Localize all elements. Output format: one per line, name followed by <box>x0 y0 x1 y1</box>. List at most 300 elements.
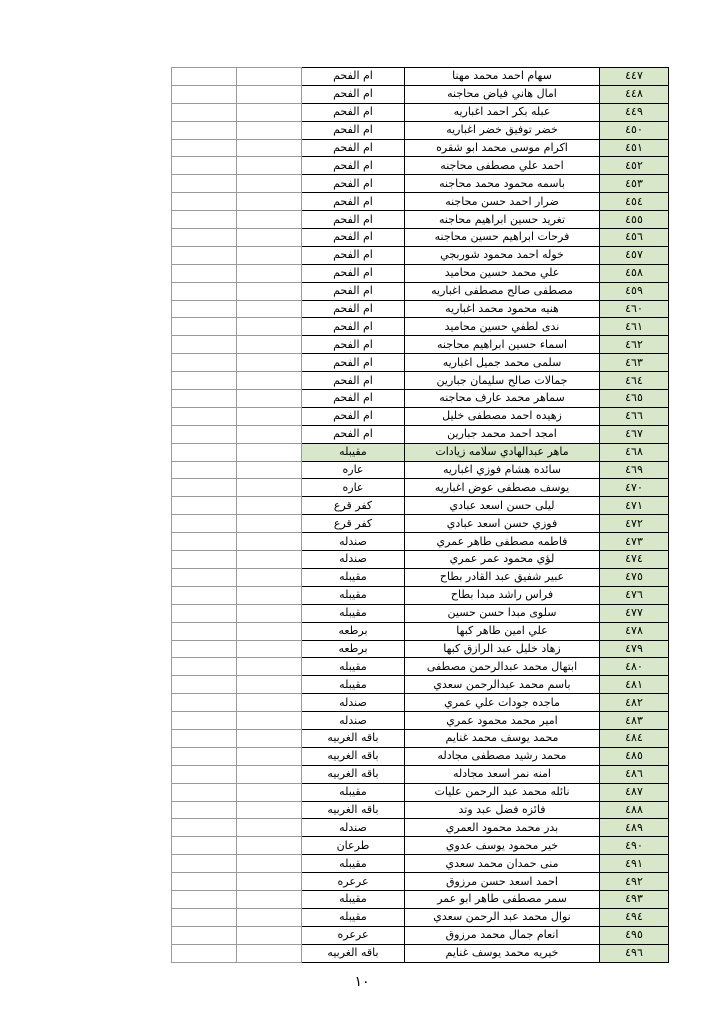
town-cell: عاره <box>302 461 405 479</box>
row-number-cell: ٤٦٧ <box>600 425 669 443</box>
table-row <box>172 479 669 497</box>
row-number-cell: ٤٥٣ <box>600 175 669 193</box>
row-number-cell: ٤٦٥ <box>600 390 669 408</box>
blank-cell-2 <box>237 211 302 229</box>
town-cell: صندله <box>302 551 405 569</box>
blank-cell-1 <box>172 944 237 962</box>
table-row <box>172 139 669 157</box>
row-number-cell: ٤٦٣ <box>600 354 669 372</box>
blank-cell-1 <box>172 712 237 730</box>
row-number-cell: ٤٤٩ <box>600 103 669 121</box>
blank-cell-2 <box>237 837 302 855</box>
blank-cell-2 <box>237 282 302 300</box>
row-number-cell: ٤٦٨ <box>600 443 669 461</box>
name-cell: سلوى مبدا حسن حسين <box>405 604 600 622</box>
row-number-cell: ٤٥١ <box>600 139 669 157</box>
blank-cell-2 <box>237 604 302 622</box>
blank-cell-2 <box>237 461 302 479</box>
name-cell: سماهر محمد عارف محاجنه <box>405 390 600 408</box>
town-cell: ام الفحم <box>302 300 405 318</box>
row-number-cell: ٤٨٧ <box>600 783 669 801</box>
blank-cell-2 <box>237 300 302 318</box>
blank-cell-1 <box>172 819 237 837</box>
blank-cell-1 <box>172 318 237 336</box>
blank-cell-2 <box>237 926 302 944</box>
town-cell: باقه الغربيه <box>302 765 405 783</box>
name-cell: امجد احمد محمد جبارين <box>405 425 600 443</box>
page-number: ١٠ <box>354 974 370 990</box>
name-cell: امال هاني فياض محاجنه <box>405 85 600 103</box>
name-cell: احمد اسعد حسن مرزوق <box>405 873 600 891</box>
blank-cell-2 <box>237 729 302 747</box>
name-cell: باسم محمد عبدالرحمن سعدي <box>405 676 600 694</box>
name-cell: علي محمد حسين محاميد <box>405 264 600 282</box>
row-number-cell: ٤٨٠ <box>600 658 669 676</box>
table-row <box>172 676 669 694</box>
blank-cell-2 <box>237 873 302 891</box>
row-number-cell: ٤٧٠ <box>600 479 669 497</box>
blank-cell-1 <box>172 354 237 372</box>
blank-cell-1 <box>172 747 237 765</box>
blank-cell-2 <box>237 229 302 247</box>
name-cell: امير محمد محمود عمري <box>405 712 600 730</box>
table-row <box>172 229 669 247</box>
blank-cell-2 <box>237 568 302 586</box>
blank-cell-1 <box>172 873 237 891</box>
name-cell: انعام جمال محمد مرزوق <box>405 926 600 944</box>
blank-cell-1 <box>172 890 237 908</box>
blank-cell-1 <box>172 246 237 264</box>
blank-cell-2 <box>237 944 302 962</box>
row-number-cell: ٤٨٥ <box>600 747 669 765</box>
town-cell: مقيبله <box>302 658 405 676</box>
town-cell: ام الفحم <box>302 407 405 425</box>
table-row <box>172 658 669 676</box>
name-cell: يوسف مصطفى عوض اغباريه <box>405 479 600 497</box>
table-row <box>172 68 669 86</box>
row-number-cell: ٤٥٧ <box>600 246 669 264</box>
blank-cell-2 <box>237 390 302 408</box>
name-cell: محمد يوسف محمد غنايم <box>405 729 600 747</box>
blank-cell-2 <box>237 640 302 658</box>
town-cell: صندله <box>302 533 405 551</box>
row-number-cell: ٤٥٥ <box>600 211 669 229</box>
table-row <box>172 372 669 390</box>
blank-cell-1 <box>172 175 237 193</box>
row-number-cell: ٤٦٦ <box>600 407 669 425</box>
name-cell: عبله بكر احمد اغباريه <box>405 103 600 121</box>
table-row <box>172 336 669 354</box>
town-cell: ام الفحم <box>302 425 405 443</box>
town-cell: صندله <box>302 694 405 712</box>
row-number-cell: ٤٧٦ <box>600 586 669 604</box>
name-cell: زهاد خليل عبد الرازق كبها <box>405 640 600 658</box>
town-cell: ام الفحم <box>302 372 405 390</box>
blank-cell-2 <box>237 747 302 765</box>
name-cell: نوال محمد عبد الرحمن سعدي <box>405 908 600 926</box>
table-row <box>172 533 669 551</box>
blank-cell-2 <box>237 157 302 175</box>
row-number-cell: ٤٨٢ <box>600 694 669 712</box>
blank-cell-1 <box>172 908 237 926</box>
blank-cell-2 <box>237 551 302 569</box>
blank-cell-1 <box>172 729 237 747</box>
table-row <box>172 407 669 425</box>
blank-cell-2 <box>237 354 302 372</box>
table-row <box>172 747 669 765</box>
blank-cell-2 <box>237 121 302 139</box>
table-row <box>172 873 669 891</box>
row-number-cell: ٤٧١ <box>600 497 669 515</box>
town-cell: عاره <box>302 479 405 497</box>
row-number-cell: ٤٦٤ <box>600 372 669 390</box>
town-cell: مقيبله <box>302 890 405 908</box>
blank-cell-1 <box>172 801 237 819</box>
blank-cell-1 <box>172 676 237 694</box>
name-cell: جمالات صالح سليمان جبارين <box>405 372 600 390</box>
blank-cell-1 <box>172 407 237 425</box>
name-cell: ماهر عبدالهادي سلامه زيادات <box>405 443 600 461</box>
row-number-cell: ٤٨٦ <box>600 765 669 783</box>
town-cell: طرعان <box>302 837 405 855</box>
name-cell: ضرار احمد حسن محاجنه <box>405 193 600 211</box>
table-row <box>172 390 669 408</box>
town-cell: مقيبله <box>302 908 405 926</box>
row-number-cell: ٤٨٣ <box>600 712 669 730</box>
blank-cell-1 <box>172 533 237 551</box>
table-row <box>172 568 669 586</box>
name-cell: باسمه محمود محمد محاجنه <box>405 175 600 193</box>
blank-cell-1 <box>172 765 237 783</box>
blank-cell-1 <box>172 121 237 139</box>
table-row <box>172 157 669 175</box>
blank-cell-2 <box>237 658 302 676</box>
table-row <box>172 694 669 712</box>
row-number-cell: ٤٧٤ <box>600 551 669 569</box>
row-number-cell: ٤٥٤ <box>600 193 669 211</box>
name-cell: سمر مصطفى طاهر ابو عمر <box>405 890 600 908</box>
blank-cell-1 <box>172 658 237 676</box>
blank-cell-1 <box>172 497 237 515</box>
row-number-cell: ٤٥٨ <box>600 264 669 282</box>
blank-cell-1 <box>172 837 237 855</box>
blank-cell-2 <box>237 264 302 282</box>
blank-cell-2 <box>237 765 302 783</box>
blank-cell-2 <box>237 139 302 157</box>
town-cell: ام الفحم <box>302 139 405 157</box>
table-row <box>172 318 669 336</box>
town-cell: عرعره <box>302 926 405 944</box>
name-cell: عبير شفيق عبد القادر بطاح <box>405 568 600 586</box>
blank-cell-2 <box>237 515 302 533</box>
name-cell: هنيه محمود محمد اغباريه <box>405 300 600 318</box>
row-number-cell: ٤٧٧ <box>600 604 669 622</box>
town-cell: برطعه <box>302 640 405 658</box>
name-cell: تغريد حسين ابراهيم محاجنه <box>405 211 600 229</box>
table-row <box>172 425 669 443</box>
name-cell: زهيده احمد مصطفى خليل <box>405 407 600 425</box>
name-cell: مصطفى صالح مصطفى اغباريه <box>405 282 600 300</box>
name-cell: علي امين طاهر كبها <box>405 622 600 640</box>
blank-cell-2 <box>237 801 302 819</box>
table-row <box>172 515 669 533</box>
town-cell: ام الفحم <box>302 282 405 300</box>
blank-cell-2 <box>237 68 302 86</box>
table-row <box>172 783 669 801</box>
table-row <box>172 193 669 211</box>
blank-cell-2 <box>237 85 302 103</box>
blank-cell-1 <box>172 139 237 157</box>
blank-cell-2 <box>237 676 302 694</box>
table-row <box>172 890 669 908</box>
blank-cell-1 <box>172 390 237 408</box>
town-cell: ام الفحم <box>302 121 405 139</box>
town-cell: ام الفحم <box>302 390 405 408</box>
row-number-cell: ٤٨٤ <box>600 729 669 747</box>
name-cell: سهام احمد محمد مهنا <box>405 68 600 86</box>
town-cell: ام الفحم <box>302 246 405 264</box>
row-number-cell: ٤٩١ <box>600 855 669 873</box>
town-cell: ام الفحم <box>302 103 405 121</box>
table-row <box>172 729 669 747</box>
row-number-cell: ٤٦٠ <box>600 300 669 318</box>
records-table <box>171 67 669 963</box>
town-cell: ام الفحم <box>302 193 405 211</box>
records-table-body <box>172 68 669 963</box>
town-cell: ام الفحم <box>302 229 405 247</box>
blank-cell-2 <box>237 855 302 873</box>
name-cell: لؤي محمود عمر عمري <box>405 551 600 569</box>
town-cell: صندله <box>302 819 405 837</box>
table-row <box>172 944 669 962</box>
blank-cell-2 <box>237 336 302 354</box>
name-cell: امنه نمر اسعد مجادله <box>405 765 600 783</box>
town-cell: مقيبله <box>302 676 405 694</box>
blank-cell-1 <box>172 622 237 640</box>
blank-cell-1 <box>172 68 237 86</box>
name-cell: محمد رشيد مصطفى مجادله <box>405 747 600 765</box>
row-number-cell: ٤٤٨ <box>600 85 669 103</box>
blank-cell-2 <box>237 193 302 211</box>
table-row <box>172 551 669 569</box>
blank-cell-2 <box>237 908 302 926</box>
town-cell: ام الفحم <box>302 157 405 175</box>
name-cell: احمد علي مصطفى محاجنه <box>405 157 600 175</box>
table-row <box>172 211 669 229</box>
blank-cell-1 <box>172 264 237 282</box>
town-cell: مقيبله <box>302 604 405 622</box>
table-row <box>172 103 669 121</box>
blank-cell-2 <box>237 175 302 193</box>
town-cell: ام الفحم <box>302 336 405 354</box>
blank-cell-1 <box>172 336 237 354</box>
row-number-cell: ٤٥٩ <box>600 282 669 300</box>
table-row <box>172 282 669 300</box>
blank-cell-1 <box>172 479 237 497</box>
table-row <box>172 908 669 926</box>
blank-cell-2 <box>237 819 302 837</box>
blank-cell-2 <box>237 246 302 264</box>
town-cell: مقيبله <box>302 443 405 461</box>
blank-cell-1 <box>172 443 237 461</box>
town-cell: صندله <box>302 712 405 730</box>
table-row <box>172 765 669 783</box>
row-number-cell: ٤٦٢ <box>600 336 669 354</box>
table-row <box>172 121 669 139</box>
blank-cell-1 <box>172 461 237 479</box>
blank-cell-2 <box>237 372 302 390</box>
blank-cell-2 <box>237 497 302 515</box>
town-cell: باقه الغربيه <box>302 801 405 819</box>
town-cell: كفر قرع <box>302 497 405 515</box>
blank-cell-2 <box>237 318 302 336</box>
row-number-cell: ٤٨٩ <box>600 819 669 837</box>
row-number-cell: ٤٧٥ <box>600 568 669 586</box>
town-cell: مقيبله <box>302 568 405 586</box>
name-cell: ماجده جودات علي عمري <box>405 694 600 712</box>
town-cell: ام الفحم <box>302 354 405 372</box>
blank-cell-1 <box>172 372 237 390</box>
name-cell: فرحات ابراهيم حسين محاجنه <box>405 229 600 247</box>
name-cell: اكرام موسى محمد ابو شقره <box>405 139 600 157</box>
blank-cell-2 <box>237 103 302 121</box>
blank-cell-2 <box>237 533 302 551</box>
row-number-cell: ٤٥٢ <box>600 157 669 175</box>
name-cell: خوله احمد محمود شوربجي <box>405 246 600 264</box>
name-cell: فاطمه مصطفى طاهر عمري <box>405 533 600 551</box>
town-cell: ام الفحم <box>302 175 405 193</box>
table-row <box>172 926 669 944</box>
town-cell: ام الفحم <box>302 318 405 336</box>
row-number-cell: ٤٦١ <box>600 318 669 336</box>
table-row <box>172 443 669 461</box>
blank-cell-1 <box>172 515 237 533</box>
row-number-cell: ٤٩٣ <box>600 890 669 908</box>
town-cell: باقه الغربيه <box>302 729 405 747</box>
town-cell: مقيبله <box>302 586 405 604</box>
name-cell: سائده هشام فوزي اغباريه <box>405 461 600 479</box>
table-row <box>172 622 669 640</box>
table-row <box>172 497 669 515</box>
blank-cell-2 <box>237 479 302 497</box>
name-cell: ليلى حسن اسعد عبادي <box>405 497 600 515</box>
table-row <box>172 264 669 282</box>
name-cell: خيريه محمد يوسف غنايم <box>405 944 600 962</box>
table-row <box>172 712 669 730</box>
row-number-cell: ٤٧٣ <box>600 533 669 551</box>
row-number-cell: ٤٤٧ <box>600 68 669 86</box>
blank-cell-1 <box>172 586 237 604</box>
row-number-cell: ٤٧٩ <box>600 640 669 658</box>
table-row <box>172 461 669 479</box>
blank-cell-2 <box>237 783 302 801</box>
table-row <box>172 300 669 318</box>
blank-cell-1 <box>172 300 237 318</box>
row-number-cell: ٤٩٥ <box>600 926 669 944</box>
table-row <box>172 175 669 193</box>
row-number-cell: ٤٨١ <box>600 676 669 694</box>
town-cell: ام الفحم <box>302 264 405 282</box>
name-cell: سلمى محمد جميل اغباريه <box>405 354 600 372</box>
blank-cell-1 <box>172 282 237 300</box>
row-number-cell: ٤٧٢ <box>600 515 669 533</box>
table-row <box>172 354 669 372</box>
blank-cell-2 <box>237 890 302 908</box>
name-cell: نائله محمد عبد الرحمن عليات <box>405 783 600 801</box>
row-number-cell: ٤٥٠ <box>600 121 669 139</box>
blank-cell-1 <box>172 425 237 443</box>
name-cell: ندى لطفي حسين محاميد <box>405 318 600 336</box>
row-number-cell: ٤٩٠ <box>600 837 669 855</box>
table-row <box>172 837 669 855</box>
name-cell: فائزه فضل عبد وتد <box>405 801 600 819</box>
blank-cell-1 <box>172 211 237 229</box>
blank-cell-1 <box>172 551 237 569</box>
row-number-cell: ٤٦٩ <box>600 461 669 479</box>
blank-cell-2 <box>237 622 302 640</box>
table-row <box>172 801 669 819</box>
name-cell: فوزي حسن اسعد عبادي <box>405 515 600 533</box>
blank-cell-2 <box>237 443 302 461</box>
name-cell: خير محمود يوسف عدوي <box>405 837 600 855</box>
row-number-cell: ٤٥٦ <box>600 229 669 247</box>
blank-cell-1 <box>172 85 237 103</box>
row-number-cell: ٤٨٨ <box>600 801 669 819</box>
name-cell: اسماء حسين ابراهيم محاجنه <box>405 336 600 354</box>
row-number-cell: ٤٩٢ <box>600 873 669 891</box>
town-cell: مقيبله <box>302 783 405 801</box>
blank-cell-2 <box>237 694 302 712</box>
town-cell: برطعه <box>302 622 405 640</box>
blank-cell-1 <box>172 640 237 658</box>
name-cell: خضر توفيق خضر اغباريه <box>405 121 600 139</box>
town-cell: ام الفحم <box>302 211 405 229</box>
town-cell: باقه الغربيه <box>302 944 405 962</box>
blank-cell-1 <box>172 229 237 247</box>
row-number-cell: ٤٩٤ <box>600 908 669 926</box>
blank-cell-1 <box>172 568 237 586</box>
table-row <box>172 85 669 103</box>
town-cell: كفر قرع <box>302 515 405 533</box>
blank-cell-2 <box>237 407 302 425</box>
table-row <box>172 855 669 873</box>
table-row <box>172 586 669 604</box>
blank-cell-1 <box>172 694 237 712</box>
blank-cell-1 <box>172 103 237 121</box>
name-cell: ابتهال محمد عبدالرحمن مصطفى <box>405 658 600 676</box>
row-number-cell: ٤٧٨ <box>600 622 669 640</box>
blank-cell-1 <box>172 604 237 622</box>
row-number-cell: ٤٩٦ <box>600 944 669 962</box>
table-row <box>172 604 669 622</box>
blank-cell-2 <box>237 425 302 443</box>
name-cell: بدر محمد محمود العمري <box>405 819 600 837</box>
blank-cell-1 <box>172 926 237 944</box>
blank-cell-1 <box>172 193 237 211</box>
town-cell: ام الفحم <box>302 68 405 86</box>
blank-cell-2 <box>237 586 302 604</box>
table-row <box>172 819 669 837</box>
blank-cell-1 <box>172 783 237 801</box>
blank-cell-1 <box>172 157 237 175</box>
name-cell: منى حمدان محمد سعدي <box>405 855 600 873</box>
table-row <box>172 640 669 658</box>
name-cell: فراس راشد مبدا بطاح <box>405 586 600 604</box>
town-cell: عرعره <box>302 873 405 891</box>
blank-cell-1 <box>172 855 237 873</box>
table-row <box>172 246 669 264</box>
town-cell: مقيبله <box>302 855 405 873</box>
